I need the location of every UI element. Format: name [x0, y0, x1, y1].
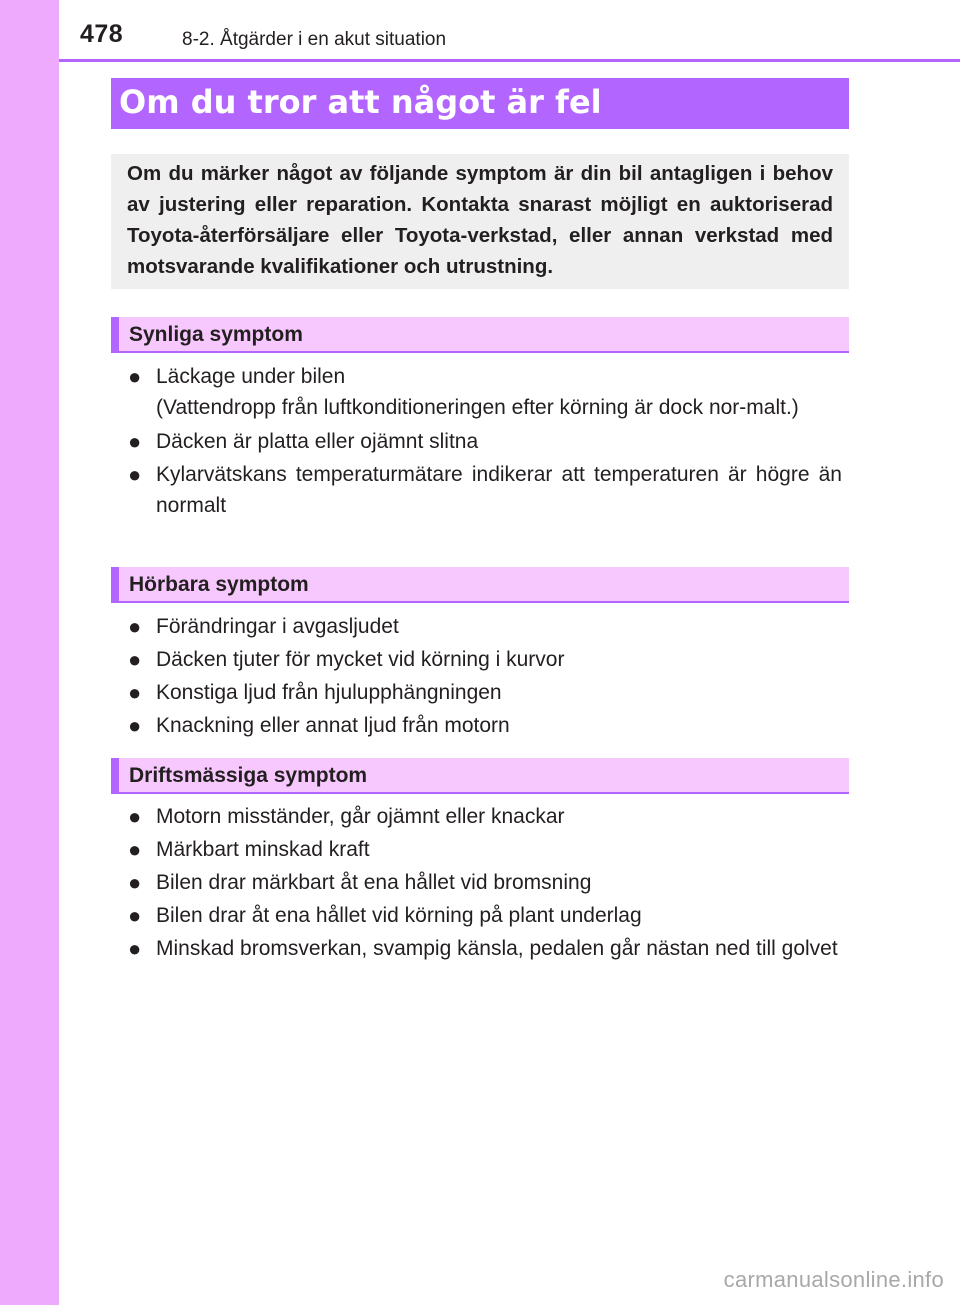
section-list-visible	[128, 361, 842, 523]
page-title: Om du tror att något är fel	[111, 78, 849, 129]
watermark: carmanualsonline.info	[723, 1267, 944, 1292]
section-reference: 8-2. Åtgärder i en akut situation	[182, 29, 447, 50]
page-number: 478	[80, 20, 124, 48]
header-rule	[59, 59, 960, 62]
section-list-operational	[128, 801, 842, 966]
list-item: ● Förändringar i avgasljudet	[128, 611, 842, 642]
list-item: ● Minskad bromsverkan, svampig känsla, pedalen går nästan ned till golvet	[128, 933, 842, 964]
list-item: ● Märkbart minskad kraft	[128, 834, 842, 865]
intro-text: Om du märker något av följande symptom är din bil antagligen i behov av justering eller reparation. Kontakta snarast möjligt en auktoriserad Toyota-återförsäljare eller Toyota-verkstad, eller annan verkstad med motsvarande kvalifikationer och utrustning.	[127, 162, 833, 278]
section-list-audible	[128, 611, 842, 743]
list-item	[128, 361, 842, 423]
section-heading-audible: Hörbara symptom	[111, 567, 849, 603]
list-item-main: Läckage under bilen	[156, 365, 346, 388]
list-item-text	[156, 361, 842, 423]
list-item-note: (Vattendropp från luftkonditioneringen efter körning är dock nor-malt.)	[156, 396, 799, 419]
list-item: ● Konstiga ljud från hjulupphängningen	[128, 677, 842, 708]
intro-box	[111, 154, 849, 289]
list-item: ● Däcken tjuter för mycket vid körning i kurvor	[128, 644, 842, 675]
list-item: ● Motorn misständer, går ojämnt eller knackar	[128, 801, 842, 832]
list-item: ● Däcken är platta eller ojämnt slitna	[128, 426, 842, 457]
list-item: ● Bilen drar märkbart åt ena hållet vid bromsning	[128, 867, 842, 898]
list-item: ● Bilen drar åt ena hållet vid körning på plant underlag	[128, 900, 842, 931]
section-heading-visible: Synliga symptom	[111, 317, 849, 353]
section-heading-operational: Driftsmässiga symptom	[111, 758, 849, 794]
list-item: ● Knackning eller annat ljud från motorn	[128, 710, 842, 741]
side-color-strip	[0, 0, 59, 1305]
list-item: ● Kylarvätskans temperaturmätare indikerar att temperaturen är högre än normalt	[128, 459, 842, 521]
